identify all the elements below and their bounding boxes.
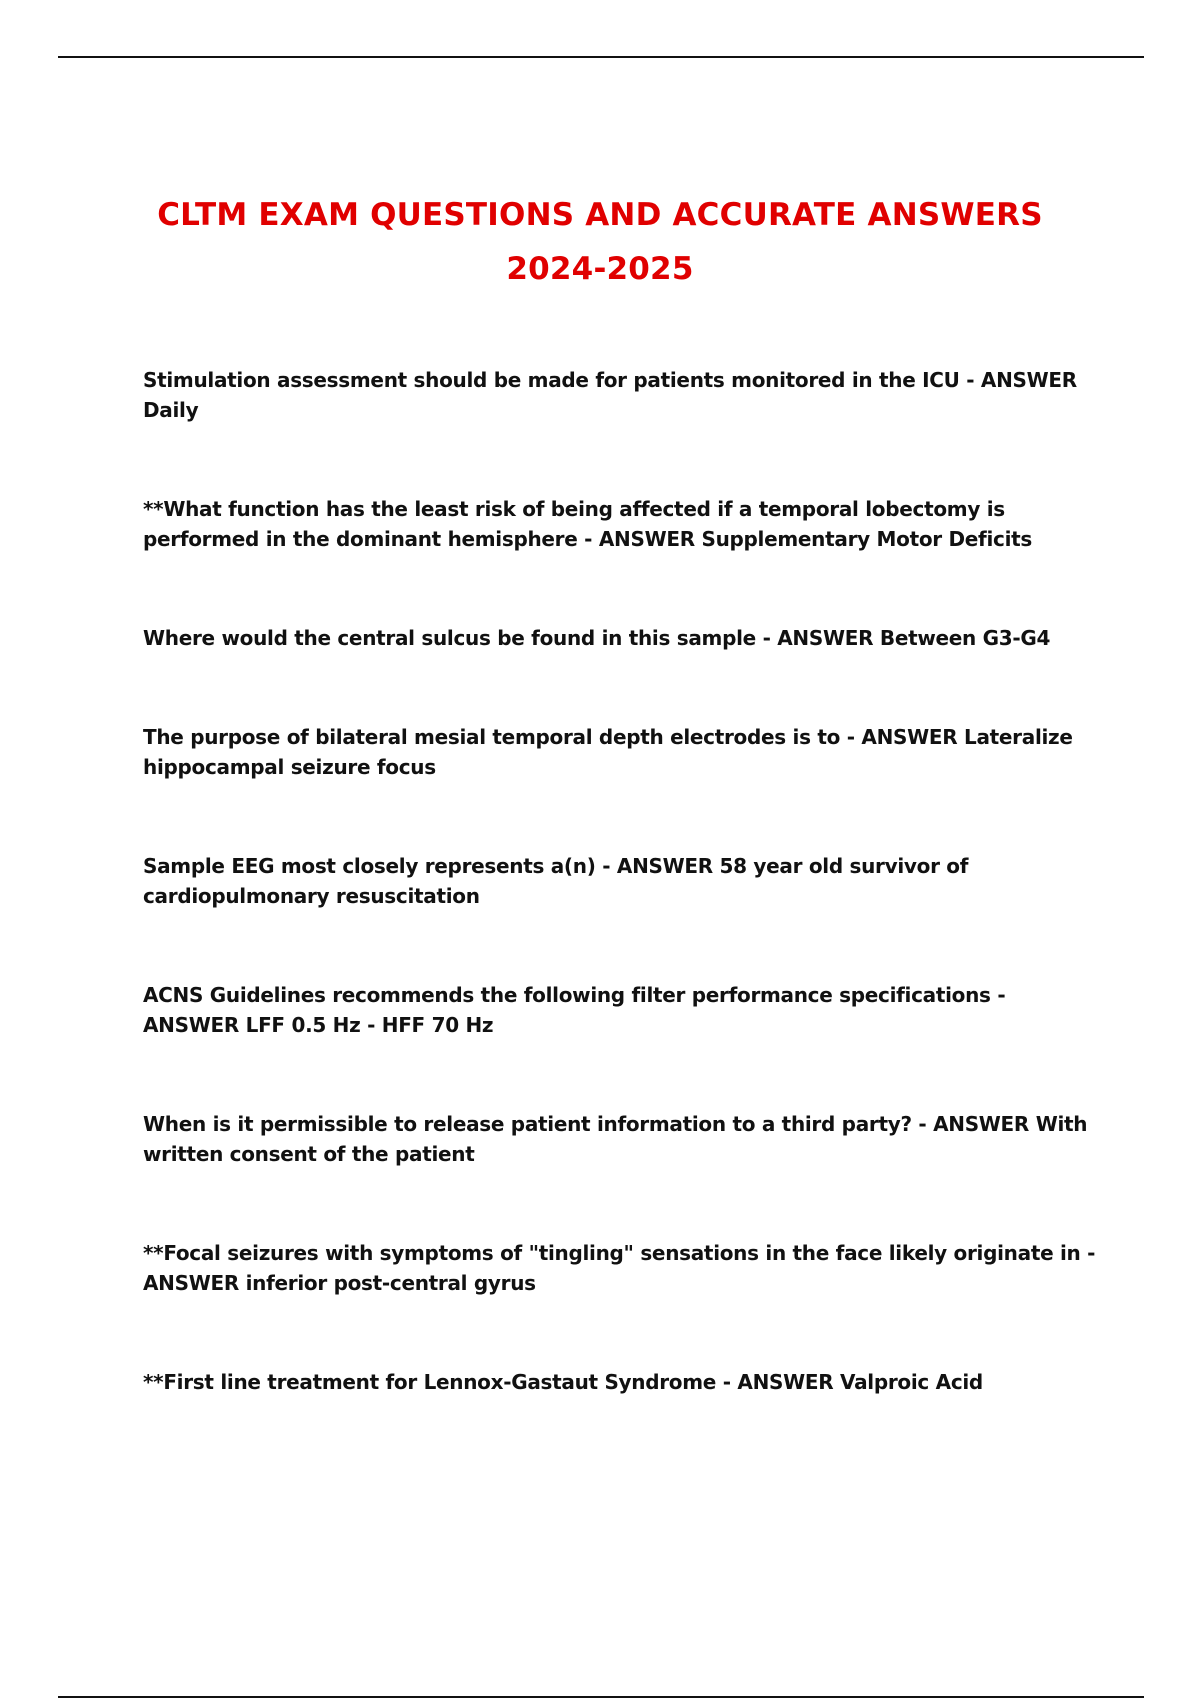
answer-text: Supplementary Motor Deficits [701,527,1032,551]
separator: - [959,368,981,392]
question-text: Sample EEG most closely represents a(n) [143,854,596,878]
answer-text: 58 year old survivor of cardiopulmonary resuscitation [143,854,969,908]
separator: - [595,854,617,878]
qa-list [143,365,1103,1466]
qa-item [143,365,1103,425]
answer-label: ANSWER [143,1271,239,1295]
qa-item [143,494,1103,554]
answer-label: ANSWER [933,1112,1030,1136]
header-rule [58,56,1144,58]
question-text: Stimulation assessment should be made for patients monitored in the ICU [143,368,960,392]
separator: - [577,527,599,551]
question-text: **First line treatment for Lennox-Gastaut Syndrome [143,1370,717,1394]
question-text: Where would the central sulcus be found in this sample [143,626,756,650]
qa-item [143,980,1103,1040]
qa-item [143,1109,1103,1169]
answer-text: Daily [143,398,199,422]
footer-rule [58,1696,1144,1698]
qa-item [143,623,1103,653]
qa-item [143,1367,1103,1397]
question-text: When is it permissible to release patient information to a third party? [143,1112,912,1136]
answer-label: ANSWER [861,725,958,749]
title-line-2: 2024-2025 [506,251,694,287]
qa-item [143,722,1103,782]
separator: - [755,626,778,650]
answer-text: Lateralize hippocampal seizure focus [143,725,1073,779]
answer-text: Valproic Acid [840,1370,983,1394]
answer-text: inferior post-central gyrus [245,1271,536,1295]
question-text: **What function has the least risk of being affected if a temporal lobectomy is performed in the dominant hemisphere [143,497,1005,551]
separator: - [1080,1241,1096,1265]
answer-text: LFF 0.5 Hz - HFF 70 Hz [245,1013,494,1037]
qa-item [143,851,1103,911]
answer-text: With written consent of the patient [143,1112,1088,1166]
question-text: **Focal seizures with symptoms of "tingling" sensations in the face likely originate in [143,1241,1081,1265]
title-line-1: CLTM EXAM QUESTIONS AND ACCURATE ANSWERS [157,197,1043,233]
document-title [0,188,1200,296]
question-text: The purpose of bilateral mesial temporal depth electrodes is to [143,725,841,749]
answer-label: ANSWER [777,626,874,650]
answer-label: ANSWER [737,1370,834,1394]
separator: - [911,1112,934,1136]
separator: - [716,1370,738,1394]
answer-label: ANSWER [598,527,695,551]
answer-label: ANSWER [143,1013,239,1037]
question-text: ACNS Guidelines recommends the following filter performance specifications [143,983,991,1007]
answer-label: ANSWER [980,368,1077,392]
qa-item [143,1238,1103,1298]
separator: - [990,983,1006,1007]
answer-label: ANSWER [616,854,713,878]
separator: - [840,725,862,749]
answer-text: Between G3-G4 [879,626,1051,650]
